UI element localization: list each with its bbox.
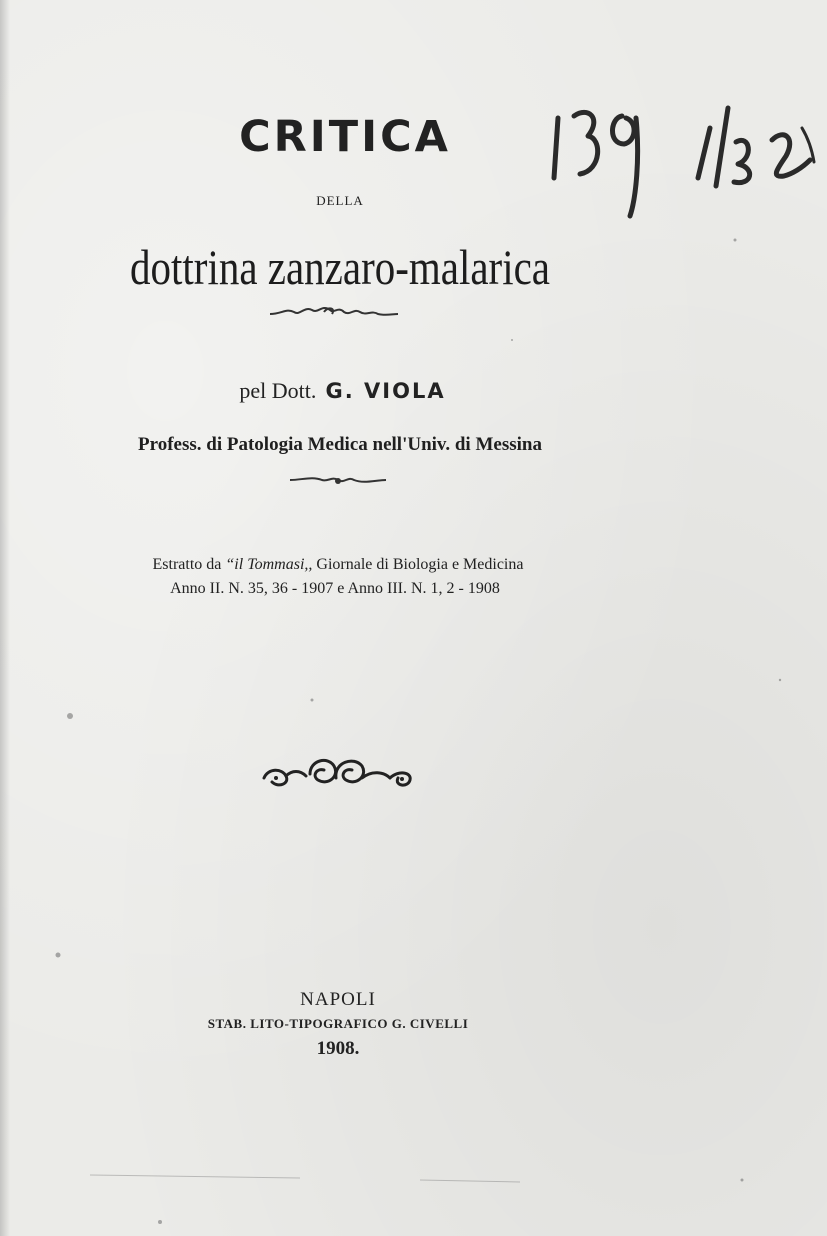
author-line [0,378,685,404]
author-name: G. VIOLA [325,379,446,403]
publication-year: 1908. [316,1038,360,1059]
extract-journal: “il Tommasi,, [225,556,313,573]
ornament-divider-2 [288,470,388,490]
publisher-city: NAPOLI [300,989,376,1010]
author-prefix: pel Dott. [239,378,317,403]
title-connector: DELLA [316,193,364,208]
author-affiliation: Profess. di Patologia Medica nell'Univ. di Messina [138,434,542,455]
extract-prefix: Estratto da [152,556,222,573]
extract-description: Giornale di Biologia e Medicina [316,556,524,573]
ornament-divider-1 [268,300,400,322]
title-subtitle: dottrina zanzaro-malarica [130,239,550,295]
extract-volumes: Anno II. N. 35, 36 - 1907 e Anno III. N. 1, 2 - 1908 [170,580,500,597]
extract-line-1 [0,556,676,574]
ornament-flourish [258,748,418,794]
publisher-name: STAB. LITO-TIPOGRAFICO G. CIVELLI [207,1016,469,1031]
title-main: CRITICA [239,112,451,162]
